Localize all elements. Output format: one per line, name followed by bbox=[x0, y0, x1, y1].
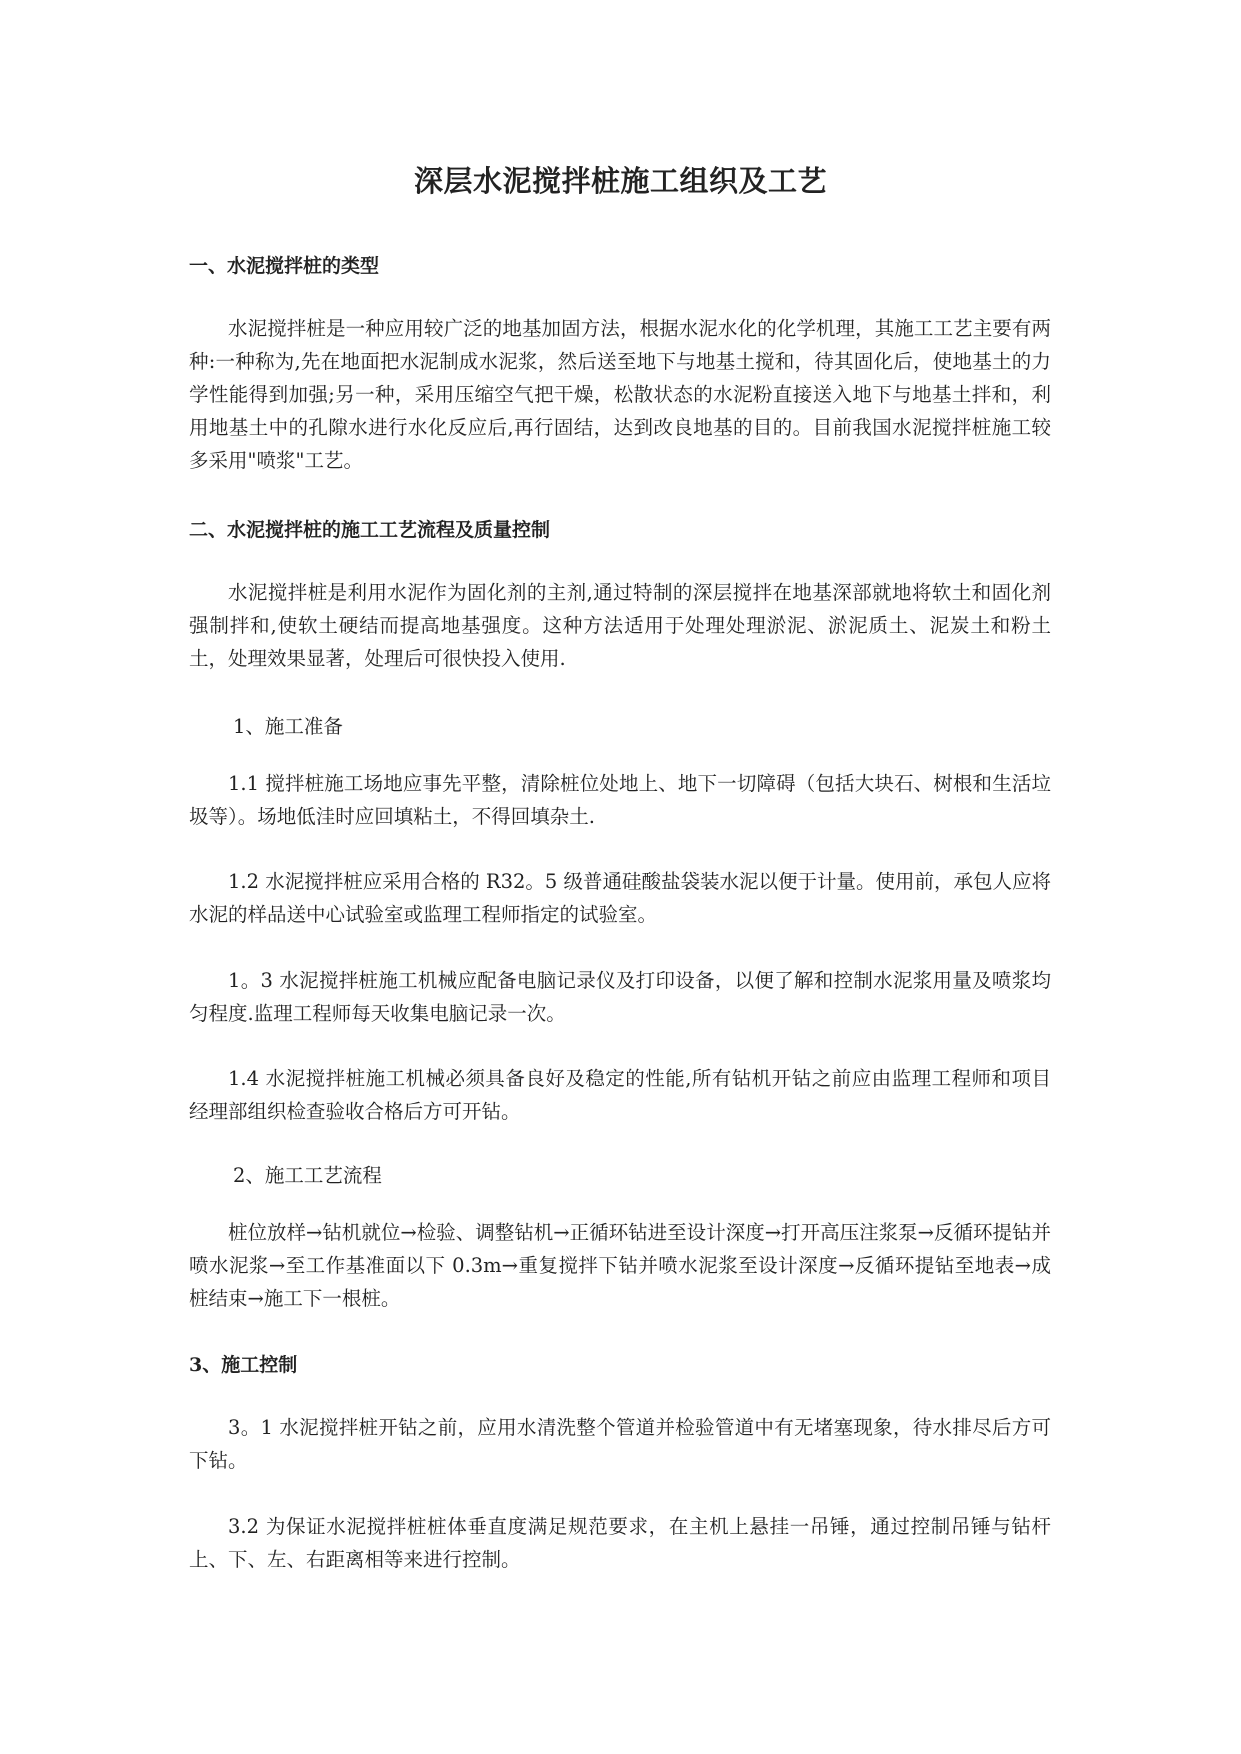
subheading-control: 3、施工控制 bbox=[189, 1354, 298, 1376]
item-1-3: 1。3 水泥搅拌桩施工机械应配备电脑记录仪及打印设备，以便了解和控制水泥浆用量及喷浆均匀程度.监理工程师每天收集电脑记录一次。 bbox=[189, 969, 1051, 1025]
subheading-preparation: 1、施工准备 bbox=[233, 715, 343, 738]
item-3-1: 3。1 水泥搅拌桩开钻之前，应用水清洗整个管道并检验管道中有无堵塞现象，待水排尽后方可下钻。 bbox=[189, 1416, 1051, 1472]
document-title: 深层水泥搅拌桩施工组织及工艺 bbox=[413, 164, 827, 198]
item-1-2: 1.2 水泥搅拌桩应采用合格的 R32。5 级普通硅酸盐袋装水泥以便于计量。使用前，承包人应将水泥的样品送中心试验室或监理工程师指定的试验室。 bbox=[189, 870, 1052, 926]
item-1-1: 1.1 搅拌桩施工场地应事先平整，清除桩位处地上、地下一切障碍（包括大块石、树根和生活垃圾等）。场地低洼时应回填粘土，不得回填杂土. bbox=[189, 772, 1051, 828]
section-heading-types: 一、水泥搅拌桩的类型 bbox=[189, 255, 380, 277]
item-1-4: 1.4 水泥搅拌桩施工机械必须具备良好及稳定的性能,所有钻机开钻之前应由监理工程师和项目经理部组织检查验收合格后方可开钻。 bbox=[189, 1067, 1051, 1123]
subheading-workflow: 2、施工工艺流程 bbox=[233, 1164, 382, 1187]
paragraph-workflow-steps: 桩位放样→钻机就位→检验、调整钻机→正循环钻进至设计深度→打开高压注浆泵→反循环提钻并喷水泥浆→至工作基准面以下 0.3m→重复搅拌下钻并喷水泥浆至设计深度→反循环提钻至地表→成桩结束→施工下一根桩。 bbox=[189, 1221, 1051, 1310]
paragraph-process-intro: 水泥搅拌桩是利用水泥作为固化剂的主剂,通过特制的深层搅拌在地基深部就地将软土和固化剂强制拌和,使软土硬结而提高地基强度。这种方法适用于处理处理淤泥、淤泥质土、泥炭土和粉土土，处理效果显著，处理后可很快投入使用. bbox=[189, 581, 1051, 670]
paragraph-types: 水泥搅拌桩是一种应用较广泛的地基加固方法，根据水泥水化的化学机理，其施工工艺主要有两种:一种称为,先在地面把水泥制成水泥浆，然后送至地下与地基土搅和，待其固化后，使地基土的力学性能得到加强;另一种，采用压缩空气把干燥，松散状态的水泥粉直接送入地下与地基土拌和，利用地基土中的孔隙水进行水化反应后,再行固结，达到改良地基的目的。目前我国水泥搅拌桩施工较多采用"喷浆"工艺。 bbox=[189, 317, 1051, 472]
section-heading-process: 二、水泥搅拌桩的施工工艺流程及质量控制 bbox=[189, 519, 551, 541]
item-3-2: 3.2 为保证水泥搅拌桩桩体垂直度满足规范要求，在主机上悬挂一吊锤，通过控制吊锤与钻杆上、下、左、右距离相等来进行控制。 bbox=[189, 1515, 1051, 1571]
